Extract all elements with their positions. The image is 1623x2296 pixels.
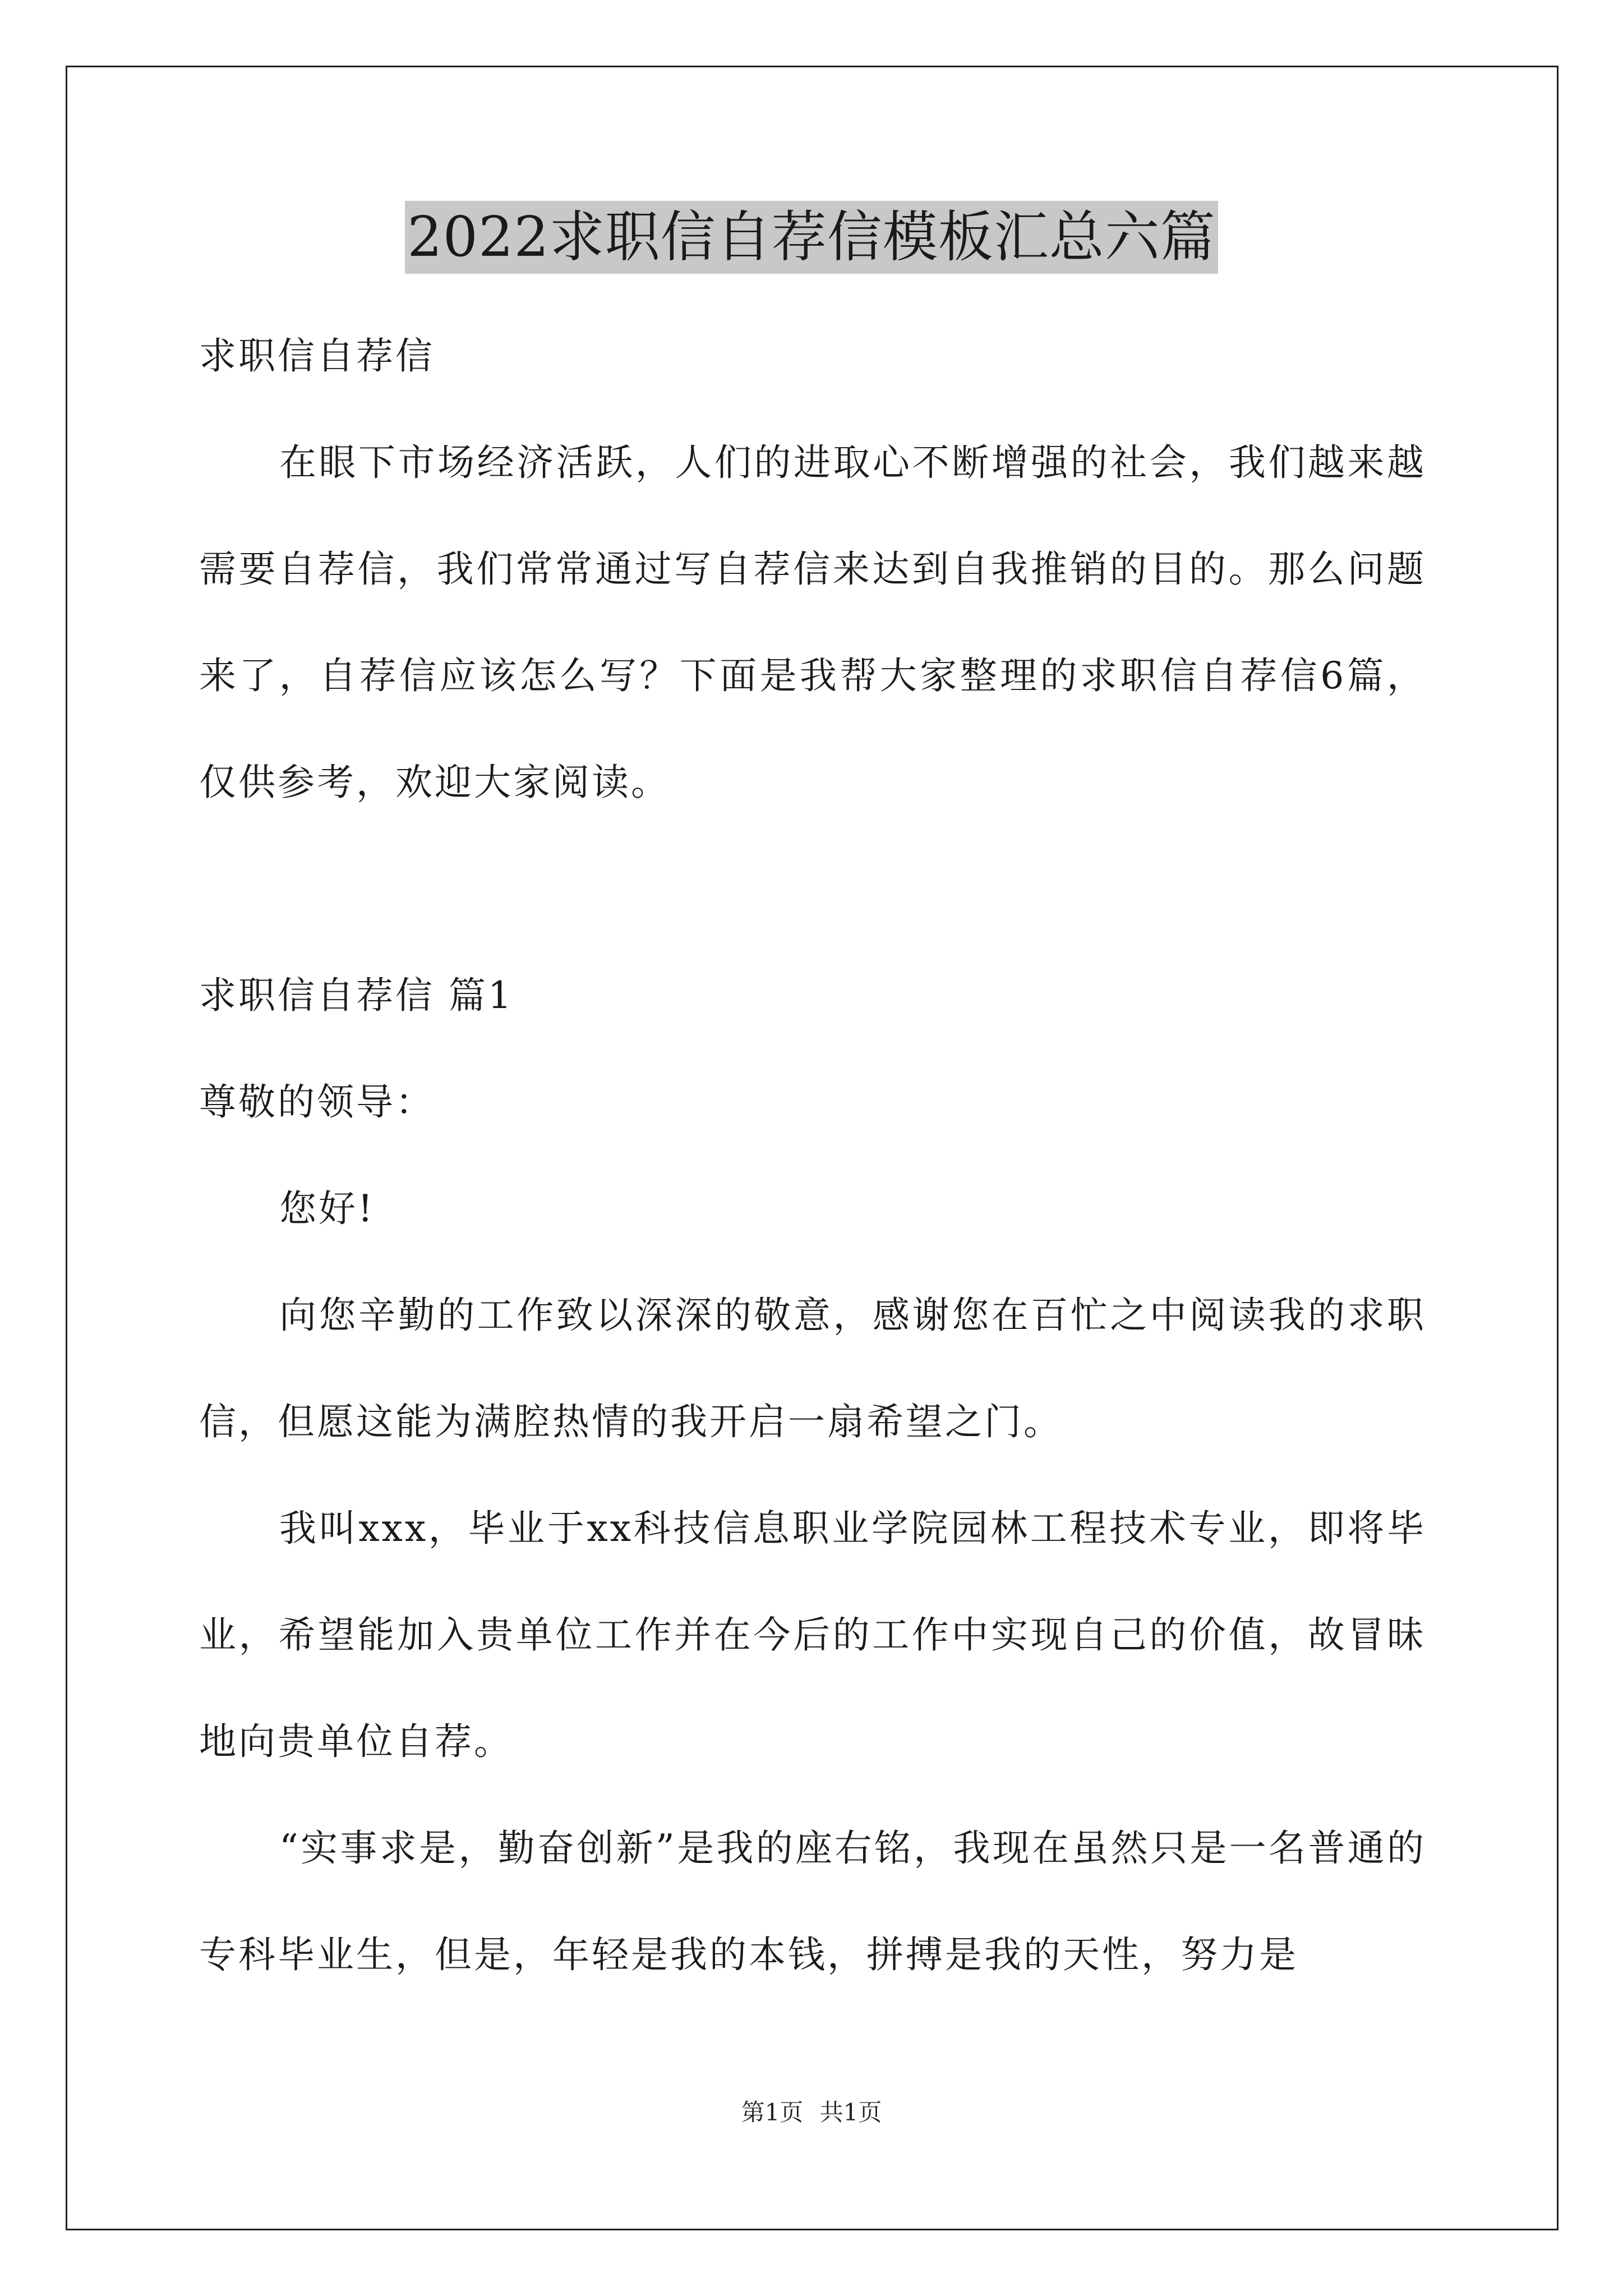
salutation: 尊敬的领导： [199,1080,435,1124]
body-paragraph: 我叫xxx，毕业于xx科技信息职业学院园林工程技术专业，即将毕业，希望能加入贵单位工作并在今后的工作中实现自己的价值，故冒昧地向贵单位自荐。 [199,1507,1426,1763]
intro-heading: 求职信自荐信 [199,334,435,378]
body-paragraph: “实事求是，勤奋创新”是我的座右铭，我现在虽然只是一名普通的专科毕业生，但是，年轻是我的本钱，拼搏是我的天性，努力是 [199,1826,1426,1976]
greeting: 您好! [279,1187,375,1230]
document-body [199,303,1426,2008]
section-heading: 求职信自荐信 篇1 [199,974,514,1017]
title-container [0,201,1623,274]
body-paragraph: 向您辛勤的工作致以深深的敬意，感谢您在百忙之中阅读我的求职信，但愿这能为满腔热情的我开启一扇希望之门。 [199,1294,1426,1443]
page-total: 共1页 [819,2099,882,2126]
intro-paragraph: 在眼下市场经济活跃，人们的进取心不断增强的社会，我们越来越需要自荐信，我们常常通过写自荐信来达到自我推销的目的。那么问题来了，自荐信应该怎么写？下面是我帮大家整理的求职信自荐信6篇，仅供参考，欢迎大家阅读。 [199,441,1426,804]
page-footer [0,2096,1623,2129]
document-title: 2022求职信自荐信模板汇总六篇 [405,201,1218,274]
spacer [199,836,1426,942]
page-number: 第1页 [741,2099,804,2126]
